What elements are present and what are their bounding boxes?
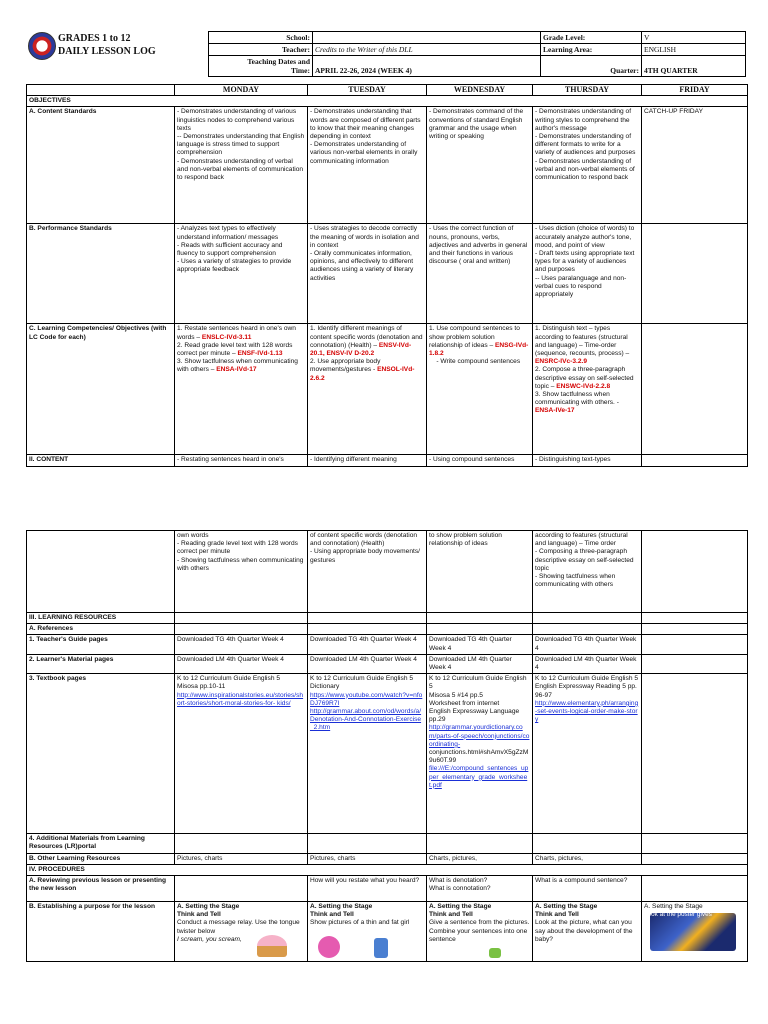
competency-mon-2: 2. Read grade level text with 128 words correct per minute – ENSF-IVd-1.13 [177, 341, 293, 358]
lm-tue: Downloaded LM 4th Quarter Week 4 [308, 654, 427, 673]
other-tue: Pictures, charts [308, 853, 427, 864]
blank-cell [308, 834, 427, 853]
content-standards-tue: - Demonstrates understanding that words are composed of different parts to know that their meaning changes depending in context - Demonstrates understanding of various non-verbal elements in orally communicating information [308, 107, 427, 224]
lc-code: ENSG-IVd-1.8.2 [429, 341, 529, 358]
quarter-label: Quarter: [541, 56, 642, 77]
content-label: II. CONTENT [27, 455, 175, 466]
purpose-fri [642, 902, 748, 962]
blank-cell [175, 834, 308, 853]
textbook-thu-text: K to 12 Curriculum Guide English 5 English Expressway Reading 5 pp. 96-97 [535, 675, 638, 699]
purpose-thu-text: Look at the picture, what can you say about the development of the baby? [535, 919, 633, 943]
blank-cell [533, 624, 642, 635]
blank-cell [533, 834, 642, 853]
objectives-heading: OBJECTIVES [27, 96, 748, 107]
textbook-tue-link-2[interactable]: http://grammar.about.com/od/words/a/Denotation-And-Connotation-Exercise_2.htm [310, 708, 422, 732]
content-fri [642, 455, 748, 466]
content-wed: - Using compound sentences [427, 455, 533, 466]
page-2 [0, 530, 768, 1024]
setting-stage-heading: A. Setting the Stage [644, 903, 703, 911]
textbook-wed-link-1[interactable]: http://grammar.yourdictionary.com/parts-of-speech/conjunctions/coordinating- [429, 724, 530, 748]
fat-girl-picture [318, 936, 340, 958]
content-standards-thu: - Demonstrates understanding of writing styles to comprehend the author's message - Demonstrates understanding of different formats to write for a variety of audiences and purposes - Demonstrates understanding of verbal and non-verbal elements of communication to respond back [533, 107, 642, 224]
lesson-table-page-2 [26, 530, 748, 962]
day-header-thursday: THURSDAY [533, 85, 642, 96]
think-tell-heading: Think and Tell [177, 911, 221, 919]
textbook-pages-label: 3. Textbook pages [27, 674, 175, 834]
setting-stage-heading: A. Setting the Stage [177, 903, 240, 911]
content-tue: - Identifying different meaning [308, 455, 427, 466]
competencies-fri [642, 324, 748, 455]
blank-cell [308, 624, 427, 635]
performance-standards-tue: - Uses strategies to decode correctly the meaning of words in isolation and in context - Orally communicates information, opinions, and effectively to different audiences using a variety of literary activities [308, 224, 427, 324]
content-standards-wed: - Demonstrates command of the conventions of standard English grammar and the usage when writing or speaking [427, 107, 533, 224]
lm-thu: Downloaded LM 4th Quarter Week 4 [533, 654, 642, 673]
content-standards-mon: - Demonstrates understanding of various linguistics nodes to comprehend various texts -- Demonstrates understanding that English language is stress timed to support comprehension - Demonstrates understanding of verbal and non-verbal elements of communication to respond back [175, 107, 308, 224]
competency-thu-2: 2. Compose a three-paragraph descriptive essay on self-selected topic – ENSWC-IVd-2.2.8 [535, 366, 634, 390]
think-tell-heading: Think and Tell [429, 911, 473, 919]
textbook-wed-link-2[interactable]: file:///E:/compound_sentences_upper_elementary_grade_worksheet.pdf [429, 765, 529, 789]
competency-tue-1: 1. Identify different meanings of content specific words (denotation and connotation) (Health) – ENSV-IVd-20.1, ENSV-IV D-20.2 [310, 325, 423, 358]
textbook-mon-text: K to 12 Curriculum Guide English 5 Misosa pp.10-11 [177, 675, 280, 691]
blank-cell [642, 834, 748, 853]
textbook-thu [533, 674, 642, 834]
content-mon: - Restating sentences heard in one's [175, 455, 308, 466]
blank-cell [308, 613, 427, 624]
dates-label: Teaching Dates and Time: [209, 56, 313, 77]
competency-mon-1: 1. Restate sentences heard in one's own words – ENSLC-IVd-3.11 [177, 325, 296, 341]
textbook-fri [642, 674, 748, 834]
tg-mon: Downloaded TG 4th Quarter Week 4 [175, 635, 308, 654]
lc-code: ENSA-IVd-17 [216, 366, 257, 374]
day-header-friday: FRIDAY [642, 85, 748, 96]
textbook-wed-text: K to 12 Curriculum Guide English 5 Misosa 5 #14 pp.5 Worksheet from internet English Expressway Language pp.29 [429, 675, 527, 724]
purpose-mon-text: Conduct a message relay. Use the tongue twister below [177, 919, 300, 935]
teacher-value: Credits to the Writer of this DLL [313, 44, 541, 56]
other-fri [642, 853, 748, 864]
performance-standards-wed: - Uses the correct function of nouns, pronouns, verbs, adjectives and adverbs in general and their functions in various discourse ( oral and written) [427, 224, 533, 324]
competency-mon-3: 3. Show tactfulness when communicating with others – ENSA-IVd-17 [177, 358, 298, 374]
dates-value: APRIL 22-26, 2024 (WEEK 4) [313, 56, 541, 77]
purpose-tue-text: Show pictures of a thin and fat girl [310, 919, 410, 927]
tg-fri [642, 635, 748, 654]
setting-stage-heading: A. Setting the Stage [535, 903, 598, 911]
blank-cell [427, 834, 533, 853]
setting-stage-heading: A. Setting the Stage [429, 903, 492, 911]
day-header-monday: MONDAY [175, 85, 308, 96]
content-cont-label [27, 531, 175, 613]
textbook-mon [175, 674, 308, 834]
competencies-tue [308, 324, 427, 455]
textbook-tue-link-1[interactable]: https://www.youtube.com/watch?v=nfoDJ769R7I [310, 691, 423, 707]
lc-code: ENSF-IVd-1.13 [237, 350, 283, 358]
competency-wed-2: - Write compound sentences [429, 358, 521, 366]
day-header-wednesday: WEDNESDAY [427, 85, 533, 96]
blank-cell [642, 613, 748, 624]
purpose-label: B. Establishing a purpose for the lesson [27, 902, 175, 962]
content-standards-fri: CATCH-UP FRIDAY [642, 107, 748, 224]
area-value: ENGLISH [642, 44, 746, 56]
deped-seal-icon [28, 32, 56, 60]
think-tell-heading: Think and Tell [310, 911, 354, 919]
blank-cell [427, 613, 533, 624]
title-line-2: DAILY LESSON LOG [58, 46, 156, 57]
content-cont-tue: of content specific words (denotation and connotation) (Health) - Using appropriate body movements/ gestures [308, 531, 427, 613]
reviewing-mon [175, 876, 308, 902]
textbook-thu-link[interactable]: http://www.elementary.ph/arranging-set-events-logical-order-make-story [535, 699, 639, 724]
area-label: Learning Area: [541, 44, 642, 56]
sentence-picture [489, 948, 501, 958]
competency-tue-2: 2. Use appropriate body movements/gestures - ENSOL-IVd-2.6.2 [310, 358, 415, 382]
other-wed: Charts, pictures, [427, 853, 533, 864]
tg-pages-label: 1. Teacher's Guide pages [27, 635, 175, 654]
tg-tue: Downloaded TG 4th Quarter Week 4 [308, 635, 427, 654]
textbook-wed [427, 674, 533, 834]
performance-standards-mon: - Analyzes text types to effectively understand information/ messages - Reads with sufficient accuracy and fluency to support comprehension - Uses a variety of strategies to provide appropriate feedback [175, 224, 308, 324]
lc-code: ENSOL-IVd-2.6.2 [310, 366, 415, 382]
day-header-tuesday: TUESDAY [308, 85, 427, 96]
purpose-mon [175, 902, 308, 962]
textbook-tue [308, 674, 427, 834]
blank-cell [427, 624, 533, 635]
competency-wed-1: 1. Use compound sentences to show problem solution relationship of ideas – ENSG-IVd-1.8.2 [429, 325, 529, 358]
blank-cell [533, 613, 642, 624]
purpose-wed-text: Give a sentence from the pictures. Combine your sentences into one sentence [429, 919, 530, 943]
textbook-tue-text: K to 12 Curriculum Guide English 5 Dictionary [310, 675, 413, 691]
header-table [208, 31, 746, 77]
title-line-1: GRADES 1 to 12 [58, 33, 131, 44]
reviewing-wed: What is denotation? What is connotation? [427, 876, 533, 902]
think-tell-heading: Think and Tell [535, 911, 579, 919]
textbook-mon-link[interactable]: http://www.inspirationalstories.eu/stories/short-stories/short-moral-stories-for- kids/ [177, 691, 304, 707]
day-header-blank [27, 85, 175, 96]
reviewing-tue: How will you restate what you heard? [308, 876, 427, 902]
tg-wed: Downloaded TG 4th Quarter Week 4 [427, 635, 533, 654]
other-thu: Charts, pictures, [533, 853, 642, 864]
lc-code: ENSRC-IVc-3.2.9 [535, 358, 588, 366]
competencies-mon [175, 324, 308, 455]
content-standards-label: A. Content Standards [27, 107, 175, 224]
lm-pages-label: 2. Learner's Material pages [27, 654, 175, 673]
performance-standards-label: B. Performance Standards [27, 224, 175, 324]
textbook-wed-text-2: conjunctions.html#shAmvX5gZzM9u60T.99 [429, 749, 529, 765]
purpose-thu [533, 902, 642, 962]
other-resources-label: B. Other Learning Resources [27, 853, 175, 864]
tg-thu: Downloaded TG 4th Quarter Week 4 [533, 635, 642, 654]
blank-cell [175, 613, 308, 624]
teacher-label: Teacher: [209, 44, 313, 56]
lm-fri [642, 654, 748, 673]
competency-thu-1: 1. Distinguish text – types according to features (structural and language) – Time-order (sequence, recounts, process) –ENSRC-IVc-3.2.9 [535, 325, 630, 366]
other-mon: Pictures, charts [175, 853, 308, 864]
grade-label: Grade Level: [541, 32, 642, 44]
content-cont-wed: to show problem solution relationship of ideas [427, 531, 533, 613]
competency-thu-3: 3. Show tactfulness when communicating with others. - ENSA-IVe-17 [535, 391, 619, 415]
setting-stage-heading: A. Setting the Stage [310, 903, 373, 911]
lc-code: ENSA-IVe-17 [535, 407, 575, 415]
procedures-heading: IV. PROCEDURES [27, 864, 748, 875]
blank-cell [642, 624, 748, 635]
reviewing-thu: What is a compound sentence? [533, 876, 642, 902]
quarter-value: 4TH QUARTER [642, 56, 746, 77]
learning-resources-heading: III. LEARNING RESOURCES [27, 613, 175, 624]
competencies-wed [427, 324, 533, 455]
school-label: School: [209, 32, 313, 44]
blank-cell [175, 624, 308, 635]
grade-value: V [642, 32, 746, 44]
reviewing-fri [642, 876, 748, 902]
content-cont-thu: according to features (structural and language) – Time order - Composing a three-paragraph descriptive essay on self-selected topic - Showing tactfulness when communicating with others [533, 531, 642, 613]
competencies-thu [533, 324, 642, 455]
ice-cream-picture [257, 935, 287, 957]
document-title [58, 32, 156, 58]
lm-mon: Downloaded LM 4th Quarter Week 4 [175, 654, 308, 673]
purpose-tue [308, 902, 427, 962]
performance-standards-thu: - Uses diction (choice of words) to accurately analyze author's tone, mood, and point of view - Draft texts using appropriate text types for a variety of audiences and purposes -- Uses paralanguage and non-verbal cues to respond appropriately [533, 224, 642, 324]
references-heading: A. References [27, 624, 175, 635]
lc-code: ENSWC-IVd-2.2.8 [556, 382, 611, 390]
content-thu: - Distinguishing text-types [533, 455, 642, 466]
lc-code: ENSLC-IVd-3.11 [201, 333, 252, 341]
page-1 [0, 0, 768, 490]
tongue-twister-text: I scream, you scream, [177, 935, 242, 943]
purpose-wed [427, 902, 533, 962]
lesson-table-page-1 [26, 84, 748, 467]
reviewing-label: A. Reviewing previous lesson or presenting the new lesson [27, 876, 175, 902]
content-cont-mon: own words - Reading grade level text with 128 words correct per minute - Showing tactfulness when communicating with others [175, 531, 308, 613]
purpose-fri-text: Look at the poster gives [644, 911, 712, 919]
lc-code: ENSV-IVd-20.1, ENSV-IV D-20.2 [310, 341, 412, 358]
content-cont-fri [642, 531, 748, 613]
lm-wed: Downloaded LM 4th Quarter Week 4 [427, 654, 533, 673]
page-gap [0, 490, 768, 530]
school-value [313, 32, 541, 44]
additional-materials-label: 4. Additional Materials from Learning Resources (LR)portal [27, 834, 175, 853]
thin-girl-picture [374, 938, 388, 958]
performance-standards-fri [642, 224, 748, 324]
competencies-label: C. Learning Competencies/ Objectives (with LC Code for each) [27, 324, 175, 455]
